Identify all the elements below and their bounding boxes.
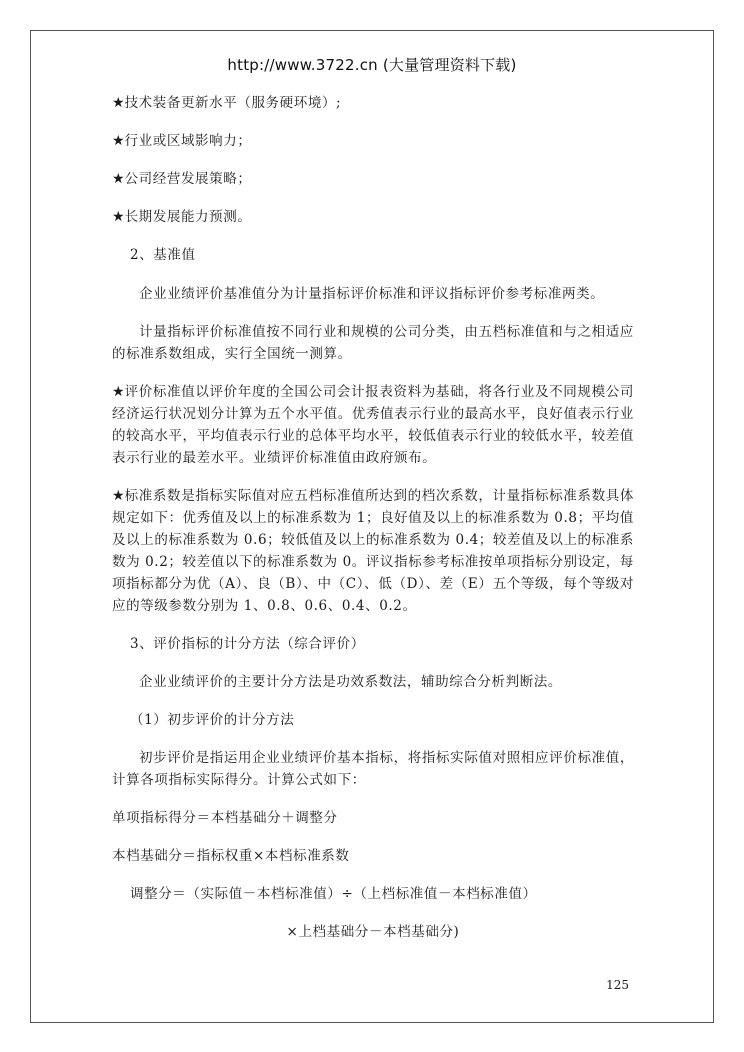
star-icon: ★ [112, 171, 125, 187]
paragraph: 计量指标评价标准值按不同行业和规模的公司分类，由五档标准值和与之相适应的标准系数组成，实行全国统一测算。 [112, 324, 634, 362]
page-header [0, 54, 744, 75]
star-icon: ★ [112, 488, 125, 504]
list-item: ★技术装备更新水平（服务硬环境）; [112, 95, 342, 111]
list-item: ★长期发展能力预测。 [112, 209, 252, 225]
star-icon: ★ [112, 384, 125, 400]
paragraph: 企业业绩评价基准值分为计量指标评价标准和评议指标评价参考标准两类。 [139, 286, 605, 302]
section-heading: 3、评价指标的计分方法（综合评价） [130, 636, 365, 652]
formula: 本档基础分＝指标权重×本档标准系数 [112, 848, 350, 864]
list-item: ★公司经营发展策略； [112, 171, 252, 187]
paragraph: 初步评价是指运用企业业绩评价基本指标，将指标实际值对照相应评价标准值，计算各项指标实际得分。计算公式如下： [112, 750, 634, 788]
section-heading: 2、基准值 [130, 247, 196, 263]
page-number: 125 [606, 978, 629, 992]
star-icon: ★ [112, 95, 125, 111]
paragraph: ★标准系数是指标实际值对应五档标准值所达到的档次系数，计量指标标准系数具体规定如下：优秀值及以上的标准系数为 1；良好值及以上的标准系数为 0.8；平均值及以上的标准系数为 0.6；较低值及以上的标准系数为 0.4；较差值及以上的标准系数为 0.2；较差值以下的标准系数为 0。评议指标参考标准按单项指标分别设定，每项指标都分为优（A）、良（B）、中（C）、低（D）、差（E）五个等级，每个等级对应的等级参数分别为 1、0.8、0.6、0.4、0.2。 [112, 488, 634, 614]
formula: ×上档基础分－本档基础分) [286, 924, 460, 940]
subsection-heading: （1）初步评价的计分方法 [130, 712, 295, 728]
header-url[interactable]: http://www.3722.cn [227, 56, 378, 74]
header-note: (大量管理资料下载) [382, 56, 517, 74]
list-item: ★行业或区域影响力； [112, 133, 252, 149]
paragraph: ★评价标准值以评价年度的全国公司会计报表资料为基础，将各行业及不同规模公司经济运行状况划分计算为五个水平值。优秀值表示行业的最高水平，良好值表示行业的较高水平，平均值表示行业的总体平均水平，较低值表示行业的较低水平，较差值表示行业的最差水平。业绩评价标准值由政府颁布。 [112, 384, 634, 466]
document-body [112, 90, 634, 943]
paragraph: 企业业绩评价的主要计分方法是功效系数法，辅助综合分析判断法。 [139, 674, 562, 690]
star-icon: ★ [112, 209, 125, 225]
star-icon: ★ [112, 133, 125, 149]
formula: 调整分＝（实际值－本档标准值）÷（上档标准值－本档标准值） [130, 886, 537, 902]
formula: 单项指标得分＝本档基础分＋调整分 [112, 810, 338, 826]
